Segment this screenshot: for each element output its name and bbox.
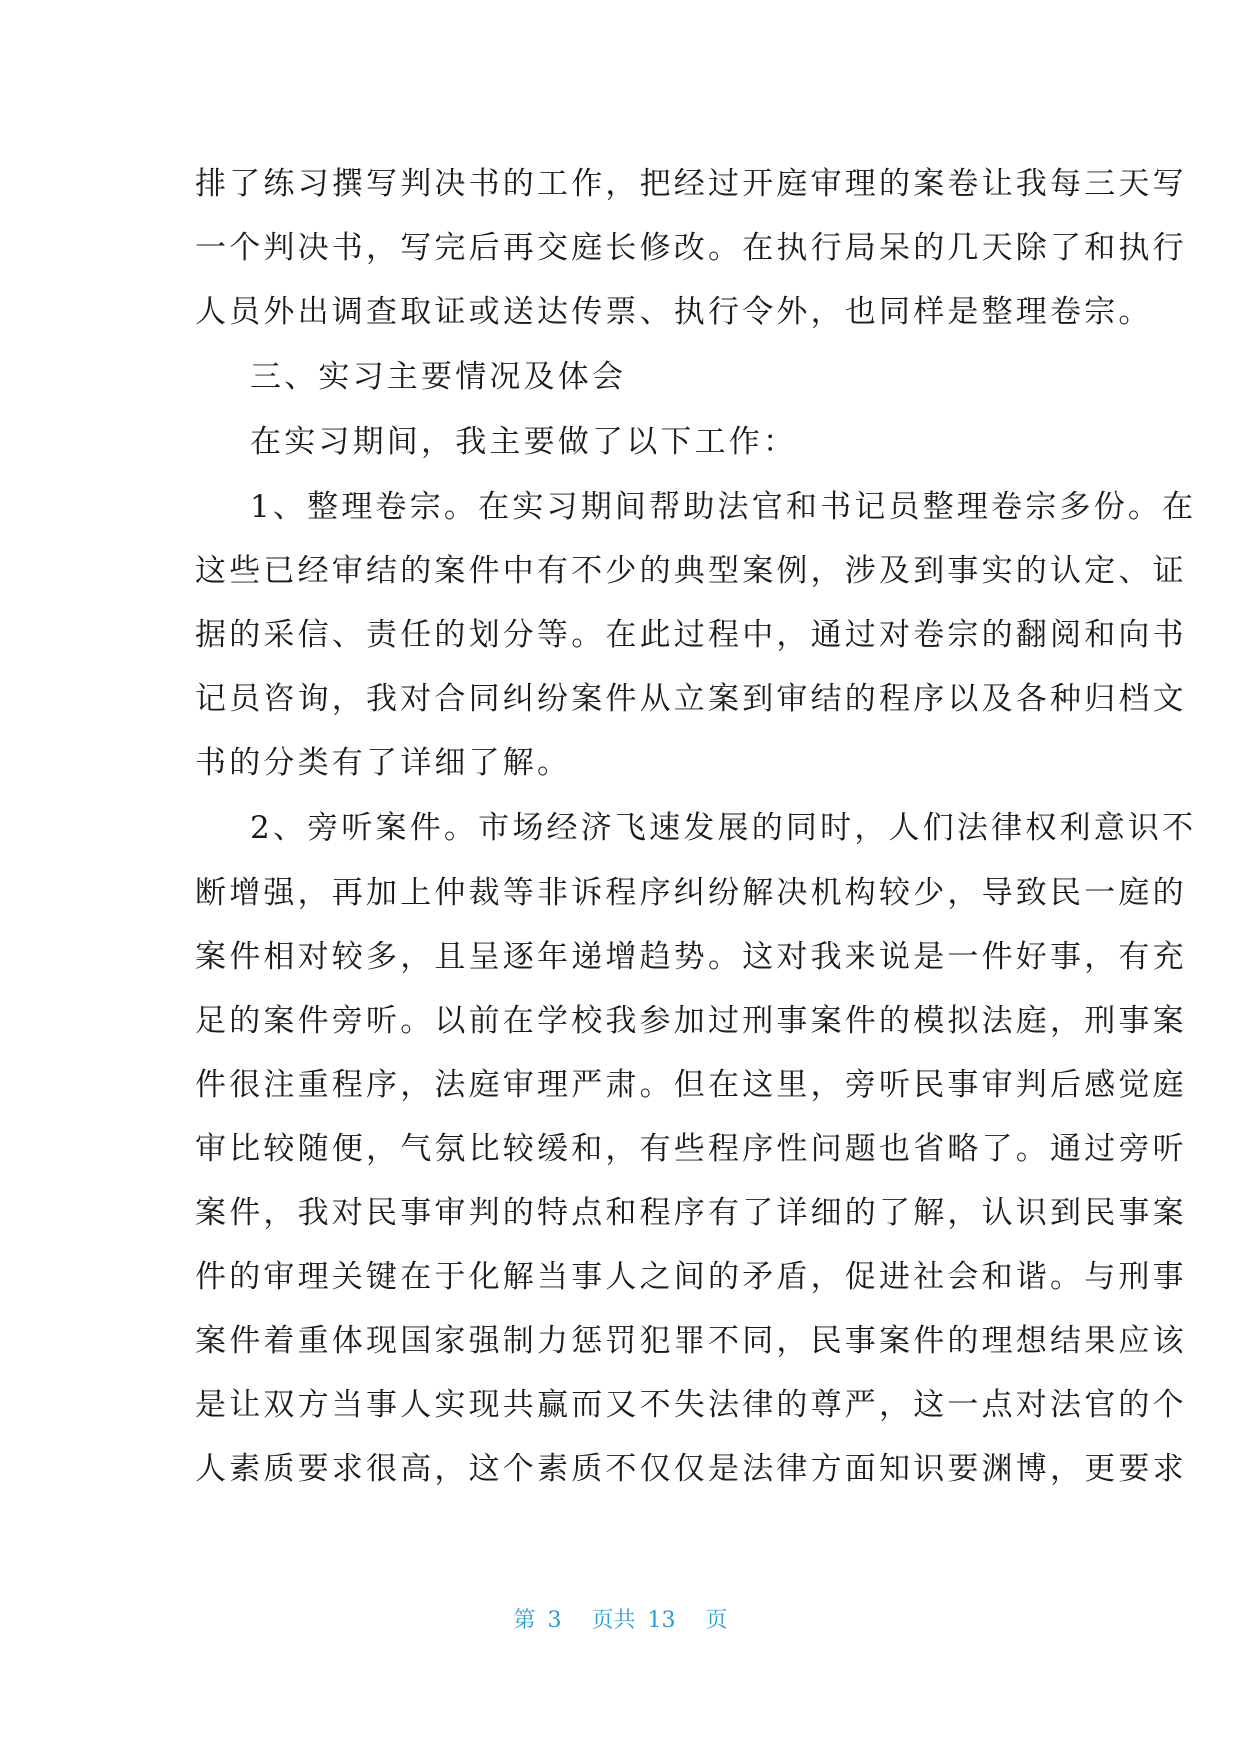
page-footer	[0, 1603, 1241, 1634]
text-line: 审比较随便，气氛比较缓和，有些程序性问题也省略了。通过旁听	[195, 1131, 1187, 1167]
text-line: 这些已经审结的案件中有不少的典型案例，涉及到事实的认定、证	[195, 553, 1187, 589]
text-line: 是让双方当事人实现共赢而又不失法律的尊严，这一点对法官的个	[195, 1387, 1187, 1423]
text-line: 案件，我对民事审判的特点和程序有了详细的了解，认识到民事案	[195, 1195, 1187, 1231]
footer-suffix: 页	[705, 1608, 728, 1633]
footer-middle: 页共	[591, 1608, 636, 1633]
footer-total-pages: 13	[647, 1608, 676, 1633]
text-line: 案件着重体现国家强制力惩罚犯罪不同，民事案件的理想结果应该	[195, 1323, 1187, 1359]
text-line: 据的采信、责任的划分等。在此过程中，通过对卷宗的翻阅和向书	[195, 617, 1187, 653]
text-line: 人员外出调查取证或送达传票、执行令外，也同样是整理卷宗。	[195, 294, 1153, 330]
section-heading: 三、实习主要情况及体会	[250, 359, 627, 395]
text-line: 书的分类有了详细了解。	[195, 745, 572, 781]
text-line: 排了练习撰写判决书的工作，把经过开庭审理的案卷让我每三天写	[195, 166, 1187, 202]
text-line: 在实习期间，我主要做了以下工作：	[250, 424, 798, 460]
text-line: 件很注重程序，法庭审理严肃。但在这里，旁听民事审判后感觉庭	[195, 1067, 1187, 1103]
text-line: 人素质要求很高，这个素质不仅仅是法律方面知识要渊博，更要求	[195, 1451, 1187, 1487]
footer-prefix: 第	[513, 1608, 536, 1633]
text-line: 一个判决书，写完后再交庭长修改。在执行局呆的几天除了和执行	[195, 230, 1187, 266]
text-line: 足的案件旁听。以前在学校我参加过刑事案件的模拟法庭，刑事案	[195, 1003, 1187, 1039]
text-line: 记员咨询，我对合同纠纷案件从立案到审结的程序以及各种归档文	[195, 681, 1187, 717]
text-line: 2、旁听案件。市场经济飞速发展的同时，人们法律权利意识不	[250, 810, 1197, 846]
text-line: 件的审理关键在于化解当事人之间的矛盾，促进社会和谐。与刑事	[195, 1259, 1187, 1295]
footer-current-page: 3	[547, 1608, 562, 1633]
text-line: 断增强，再加上仲裁等非诉程序纠纷解决机构较少，导致民一庭的	[195, 875, 1187, 911]
text-line: 案件相对较多，且呈逐年递增趋势。这对我来说是一件好事，有充	[195, 939, 1187, 975]
text-line: 1、整理卷宗。在实习期间帮助法官和书记员整理卷宗多份。在	[250, 489, 1197, 525]
